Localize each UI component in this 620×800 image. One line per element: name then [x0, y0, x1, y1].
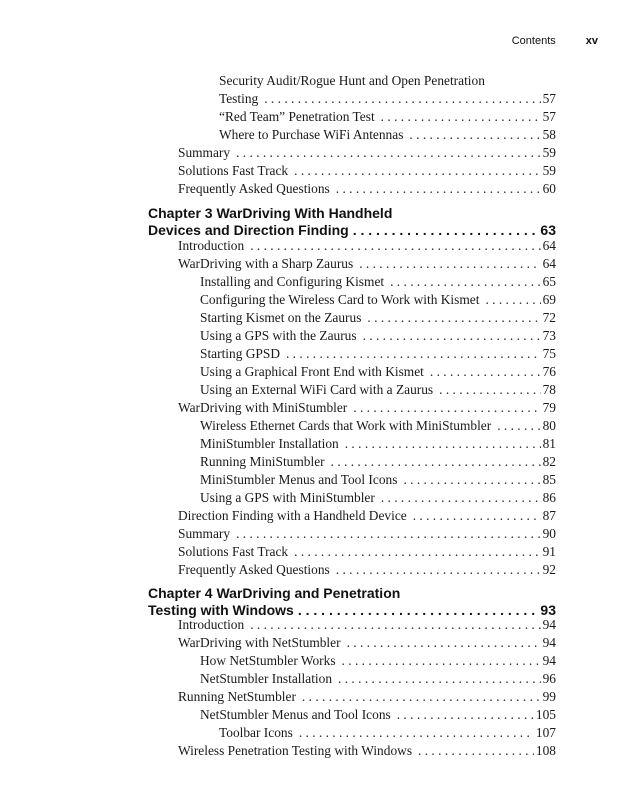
toc-entry-page: 72: [542, 310, 556, 325]
toc-entry-page: 81: [542, 436, 556, 451]
toc-entry-page: 57: [542, 109, 556, 124]
toc-entry: [0, 670, 620, 688]
toc-entry: [0, 162, 620, 180]
chapter-title-line2: Testing with Windows: [148, 602, 294, 618]
toc-entry: [0, 471, 620, 489]
toc-entry-title: Introduction: [178, 617, 245, 632]
toc-entry-title: WarDriving with NetStumbler: [178, 635, 341, 650]
toc-entry: [0, 291, 620, 309]
toc-entry-page: 92: [542, 562, 556, 577]
toc-entry-title: MiniStumbler Menus and Tool Icons: [200, 472, 398, 487]
toc-entry-title: WarDriving with MiniStumbler: [178, 400, 348, 415]
toc-entry-page: 60: [542, 181, 556, 196]
toc-entry-title: Direction Finding with a Handheld Device: [178, 508, 407, 523]
toc-entry: [0, 688, 620, 706]
chapter-page: 63: [540, 222, 556, 238]
toc-entry-title: Solutions Fast Track: [178, 544, 289, 559]
toc-entry-title: Frequently Asked Questions: [178, 181, 330, 196]
toc-entry: [0, 108, 620, 126]
toc-entry-title: Introduction: [178, 238, 245, 253]
toc-entry-page: 91: [542, 544, 556, 559]
toc-entry-page: 82: [542, 454, 556, 469]
toc-entry-page: 94: [542, 653, 556, 668]
toc-entry-page: 105: [535, 707, 556, 722]
toc-entry: [0, 706, 620, 724]
toc-entry-page: 64: [542, 238, 556, 253]
toc-entry-page: 78: [542, 382, 556, 397]
toc-entry-page: 59: [542, 145, 556, 160]
toc-entry: [0, 435, 620, 453]
toc-entry: [0, 126, 620, 144]
toc-entry-title: Where to Purchase WiFi Antennas: [219, 127, 404, 142]
toc-entry-title: Solutions Fast Track: [178, 163, 289, 178]
toc-entry-page: 76: [542, 364, 556, 379]
chapter-title-line2: Devices and Direction Finding: [148, 222, 349, 238]
toc-entry-title: Frequently Asked Questions: [178, 562, 330, 577]
toc-entry-title: How NetStumbler Works: [200, 653, 336, 668]
toc-entry-page: 73: [542, 328, 556, 343]
toc-entry-title: Wireless Ethernet Cards that Work with MiniStumbler: [200, 418, 492, 433]
toc-entry: [0, 399, 620, 417]
running-header: [512, 35, 598, 47]
toc-entry: [0, 634, 620, 652]
header-page-number: xv: [585, 35, 598, 47]
toc-entry-page: 96: [542, 671, 556, 686]
chapter-heading: [148, 205, 556, 239]
toc-entry: [0, 543, 620, 561]
toc-entry: [0, 742, 620, 760]
toc-entry: [0, 363, 620, 381]
toc-entry: [0, 525, 620, 543]
toc-entry-title: Security Audit/Rogue Hunt and Open Penetration: [219, 73, 485, 88]
chapter-title-line1: Chapter 4 WarDriving and Penetration: [148, 585, 401, 601]
toc-entry-page: 107: [535, 725, 556, 740]
toc-entry-title: Starting Kismet on the Zaurus: [200, 310, 362, 325]
toc-entry-title: MiniStumbler Installation: [200, 436, 339, 451]
toc-entry: [0, 507, 620, 525]
toc-entry-title: Summary: [178, 526, 231, 541]
toc-entry-title: Starting GPSD: [200, 346, 280, 361]
header-section-title: Contents: [511, 35, 556, 47]
toc-entry-title: Using an External WiFi Card with a Zaurus: [200, 382, 434, 397]
toc-entry-page: 94: [542, 635, 556, 650]
toc-entry: [0, 90, 620, 108]
toc-entry-page: 85: [542, 472, 556, 487]
toc-entry-page: 57: [542, 91, 556, 106]
toc-entry: [0, 381, 620, 399]
toc-entry-page: 90: [542, 526, 556, 541]
toc-entry-page: 108: [535, 743, 556, 758]
toc-entry-page: 64: [542, 256, 556, 271]
toc-entry-title: Using a Graphical Front End with Kismet: [200, 364, 424, 379]
chapter-heading: [148, 585, 556, 619]
toc-entry-title: Using a GPS with the Zaurus: [200, 328, 357, 343]
chapter-title-line1: Chapter 3 WarDriving With Handheld: [148, 205, 393, 221]
toc-entry: [0, 180, 620, 198]
toc-entry-page: 87: [542, 508, 556, 523]
toc-entry-page: 69: [542, 292, 556, 307]
toc-entry-title: Using a GPS with MiniStumbler: [200, 490, 375, 505]
chapter-page: 93: [540, 602, 556, 618]
toc-entry: [0, 72, 620, 90]
toc-entry-page: 58: [542, 127, 556, 142]
toc-entry-title: Installing and Configuring Kismet: [200, 274, 385, 289]
toc-entry-title: Running NetStumbler: [178, 689, 296, 704]
toc-entry-title: “Red Team” Penetration Test: [219, 109, 375, 124]
toc-entry: [0, 273, 620, 291]
toc-entry-page: 80: [542, 418, 556, 433]
toc-entry-title: NetStumbler Menus and Tool Icons: [200, 707, 391, 722]
toc-entry-page: 79: [542, 400, 556, 415]
toc-entry: [0, 345, 620, 363]
toc-entry: [0, 489, 620, 507]
toc-entry-title: NetStumbler Installation: [200, 671, 333, 686]
toc-entry-page: 65: [542, 274, 556, 289]
toc-entry: [0, 309, 620, 327]
toc-entry: [0, 561, 620, 579]
toc-entry: [0, 652, 620, 670]
toc-entry-page: 86: [542, 490, 556, 505]
toc-entry: [0, 417, 620, 435]
toc-entry-title: Wireless Penetration Testing with Windows: [178, 743, 413, 758]
toc-entry: [0, 453, 620, 471]
toc-entry-page: 99: [542, 689, 556, 704]
toc-entry: [0, 237, 620, 255]
toc-entry-title: Toolbar Icons: [219, 725, 293, 740]
toc-entry-page: 75: [542, 346, 556, 361]
toc-entry-title: WarDriving with a Sharp Zaurus: [178, 256, 354, 271]
toc-entry-title: Configuring the Wireless Card to Work with Kismet: [200, 292, 480, 307]
toc-entry-title: Summary: [178, 145, 231, 160]
toc-entry: [0, 327, 620, 345]
toc-entry: [0, 616, 620, 634]
toc-entry-page: 59: [542, 163, 556, 178]
toc-entry: [0, 144, 620, 162]
toc-entry-title: Testing: [219, 91, 259, 106]
toc-entry-title: Running MiniStumbler: [200, 454, 325, 469]
toc-entry: [0, 255, 620, 273]
toc-entry: [0, 724, 620, 742]
toc-entry-page: 94: [542, 617, 556, 632]
